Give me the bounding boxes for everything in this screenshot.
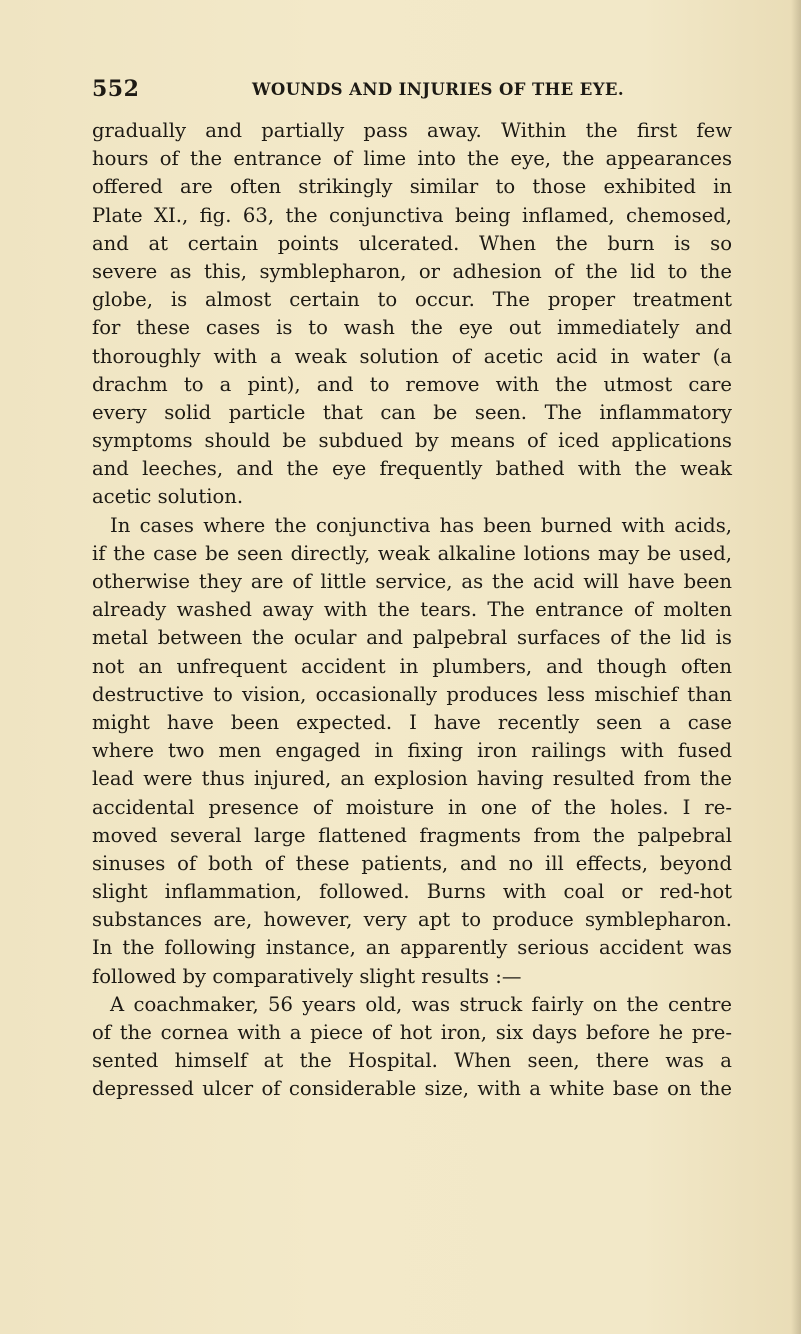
- chapter-title: WOUNDS AND INJURIES OF THE EYE.: [252, 80, 625, 99]
- page-number: 552: [92, 76, 140, 102]
- text-line: depressed ulcer of considerable size, with a white base on the: [92, 1077, 732, 1101]
- paragraph-start-line: In cases where the conjunctiva has been burned with acids,: [110, 513, 732, 537]
- text-line: slight inflammation, followed. Burns with coal or red-hot: [92, 880, 732, 904]
- paragraph-start-line: A coachmaker, 56 years old, was struck fairly on the centre: [110, 992, 732, 1016]
- text-line: otherwise they are of little service, as the acid will have been: [92, 570, 732, 593]
- text-line: and leeches, and the eye frequently bathed with the weak: [92, 457, 732, 481]
- text-line: sented himself at the Hospital. When seen, there was a: [92, 1049, 732, 1073]
- page-edge-shadow: [791, 0, 801, 1334]
- text-line: substances are, however, very apt to produce symblepharon.: [92, 908, 732, 932]
- paragraph-end-line: acetic solution.: [92, 485, 244, 509]
- paragraph-end-line: followed by comparatively slight results :—: [92, 964, 522, 988]
- text-line: for these cases is to wash the eye out immediately and: [92, 316, 732, 340]
- running-head: [92, 76, 732, 106]
- text-line: accidental presence of moisture in one of the holes. I re-: [92, 795, 732, 819]
- text-line: already washed away with the tears. The entrance of molten: [92, 598, 732, 622]
- text-line: symptoms should be subdued by means of iced applications: [92, 429, 732, 453]
- text-line: drachm to a pint), and to remove with the utmost care: [92, 372, 732, 396]
- text-line: hours of the entrance of lime into the eye, the appearances: [92, 147, 732, 171]
- text-line: metal between the ocular and palpebral surfaces of the lid is: [92, 626, 732, 650]
- text-line: lead were thus injured, an explosion having resulted from the: [92, 767, 732, 791]
- text-line: moved several large flattened fragments from the palpebral: [92, 823, 732, 847]
- text-line: sinuses of both of these patients, and no ill effects, beyond: [92, 851, 732, 875]
- text-line: if the case be seen directly, weak alkaline lotions may be used,: [92, 541, 732, 565]
- body-text: [92, 117, 732, 1104]
- text-line: offered are often strikingly similar to those exhibited in: [92, 175, 732, 199]
- text-line: every solid particle that can be seen. The inflammatory: [92, 400, 732, 424]
- text-line: where two men engaged in fixing iron railings with fused: [92, 739, 732, 763]
- text-line: of the cornea with a piece of hot iron, six days before he pre-: [92, 1021, 732, 1044]
- text-line: thoroughly with a weak solution of acetic acid in water (a: [92, 344, 732, 368]
- text-line: might have been expected. I have recently seen a case: [92, 710, 732, 734]
- text-line: In the following instance, an apparently serious accident was: [92, 936, 732, 960]
- text-line: gradually and partially pass away. Within the first few: [92, 119, 732, 142]
- text-line: destructive to vision, occasionally produces less mischief than: [92, 682, 732, 706]
- text-line: not an unfrequent accident in plumbers, and though often: [92, 654, 732, 678]
- text-line: and at certain points ulcerated. When the burn is so: [92, 231, 732, 255]
- text-line: severe as this, symblepharon, or adhesion of the lid to the: [92, 259, 732, 283]
- text-line: Plate XI., fig. 63, the conjunctiva being inflamed, chemosed,: [92, 203, 732, 227]
- text-line: globe, is almost certain to occur. The proper treatment: [92, 288, 732, 312]
